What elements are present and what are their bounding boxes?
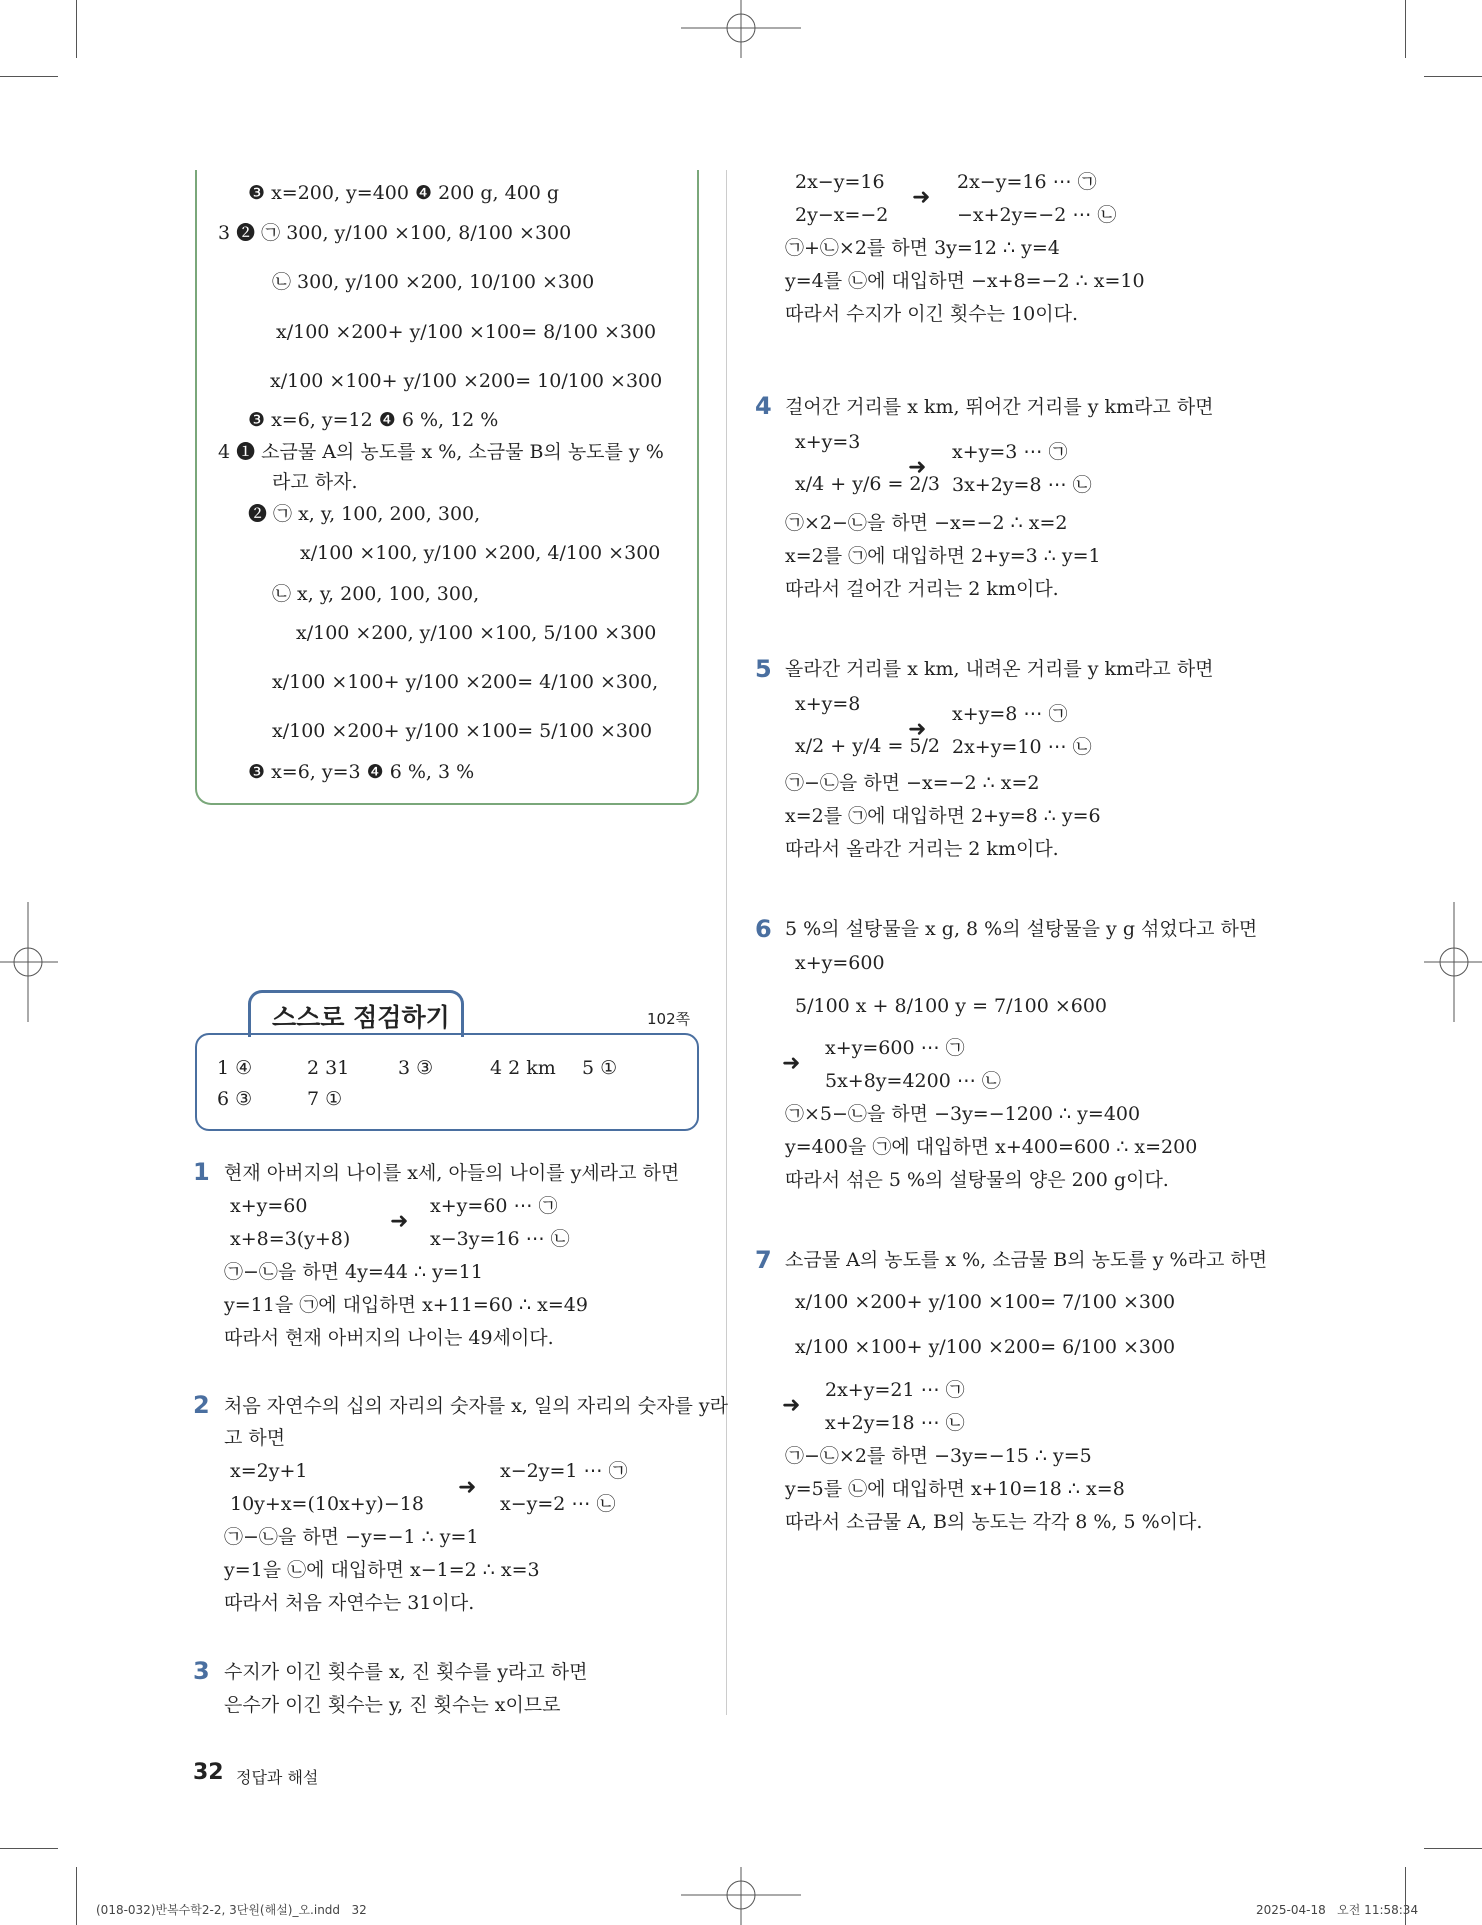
- p2-line: x−y=2 ⋯ ㉡: [500, 1493, 616, 1515]
- p1-line: 따라서 현재 아버지의 나이는 49세이다.: [224, 1327, 554, 1349]
- p3-line: 2y−x=−2: [795, 204, 889, 226]
- box-line: x/100 ×200+ y/100 ×100= 5/100 ×300: [272, 720, 653, 742]
- p1-line: x+y=60 ⋯ ㉠: [430, 1195, 558, 1217]
- problem-number: 7: [755, 1246, 772, 1274]
- problem-number: 5: [755, 655, 772, 683]
- timestamp: 2025-04-18 오전 11:58:34: [1256, 1903, 1419, 1917]
- check-box: [195, 1033, 699, 1131]
- box-line: ㉡ x, y, 200, 100, 300,: [272, 583, 480, 605]
- p7-line: y=5를 ㉡에 대입하면 x+10=18 ∴ x=8: [785, 1478, 1125, 1500]
- arrow-icon: ➜: [458, 1475, 477, 1500]
- box-line: ❸ x=6, y=12 ❹ 6 %, 12 %: [248, 409, 499, 431]
- p1-line: y=11을 ㉠에 대입하면 x+11=60 ∴ x=49: [224, 1294, 588, 1316]
- crop-mark: [1424, 76, 1482, 77]
- check-answer: 5 ①: [582, 1057, 618, 1079]
- arrow-icon: ➜: [782, 1051, 801, 1076]
- p6-line: ㉠×5−㉡을 하면 −3y=−1200 ∴ y=400: [785, 1103, 1141, 1125]
- box-line: 라고 하자.: [272, 471, 358, 493]
- p2-line: ㉠−㉡을 하면 −y=−1 ∴ y=1: [224, 1526, 479, 1548]
- p5-line: x=2를 ㉠에 대입하면 2+y=8 ∴ y=6: [785, 805, 1101, 827]
- check-answer: 1 ④: [217, 1057, 253, 1079]
- p5-line: x/2 + y/4 = 5/2: [795, 735, 941, 757]
- box-line: x/100 ×100+ y/100 ×200= 4/100 ×300,: [272, 671, 659, 693]
- crop-mark: [76, 1867, 77, 1925]
- p3-line: ㉠+㉡×2를 하면 3y=12 ∴ y=4: [785, 237, 1060, 259]
- p7-line: 따라서 소금물 A, B의 농도는 각각 8 %, 5 %이다.: [785, 1511, 1203, 1533]
- box-line: ❸ x=200, y=400 ❹ 200 g, 400 g: [248, 182, 560, 204]
- p7-line: x/100 ×100+ y/100 ×200= 6/100 ×300: [795, 1336, 1176, 1358]
- check-page-ref: 102쪽: [647, 1010, 691, 1028]
- p2-line: 고 하면: [224, 1427, 286, 1449]
- p3-line: y=4를 ㉡에 대입하면 −x+8=−2 ∴ x=10: [785, 270, 1145, 292]
- arrow-icon: ➜: [908, 455, 927, 480]
- problem-number: 2: [193, 1391, 210, 1419]
- crop-mark: [0, 76, 58, 77]
- p4-line: x+y=3 ⋯ ㉠: [952, 441, 1068, 463]
- registration-mark-top: [681, 0, 801, 60]
- p5-line: x+y=8: [795, 693, 861, 715]
- arrow-icon: ➜: [390, 1209, 409, 1234]
- p1-line: ㉠−㉡을 하면 4y=44 ∴ y=11: [224, 1261, 483, 1283]
- p7-line: x/100 ×200+ y/100 ×100= 7/100 ×300: [795, 1291, 1176, 1313]
- p6-line: 5 %의 설탕물을 x g, 8 %의 설탕물을 y g 섞었다고 하면: [785, 918, 1258, 940]
- p6-line: 5x+8y=4200 ⋯ ㉡: [825, 1070, 1001, 1092]
- box-line: ❷ ㉠ x, y, 100, 200, 300,: [248, 503, 481, 525]
- crop-mark: [0, 1848, 58, 1849]
- p2-line: 처음 자연수의 십의 자리의 숫자를 x, 일의 자리의 숫자를 y라: [224, 1395, 728, 1417]
- box-line: x/100 ×200, y/100 ×100, 5/100 ×300: [296, 622, 657, 644]
- p4-line: 걸어간 거리를 x km, 뛰어간 거리를 y km라고 하면: [785, 396, 1214, 418]
- p2-line: 따라서 처음 자연수는 31이다.: [224, 1592, 475, 1614]
- registration-mark-right: [1424, 902, 1482, 1022]
- box-line: x/100 ×100+ y/100 ×200= 10/100 ×300: [270, 370, 663, 392]
- p6-line: 따라서 섞은 5 %의 설탕물의 양은 200 g이다.: [785, 1169, 1169, 1191]
- p4-line: x+y=3: [795, 431, 861, 453]
- registration-mark-left: [0, 902, 58, 1022]
- box-line: ❸ x=6, y=3 ❹ 6 %, 3 %: [248, 761, 475, 783]
- page-number: 32: [193, 1760, 224, 1785]
- p1-line: x−3y=16 ⋯ ㉡: [430, 1228, 570, 1250]
- p7-line: 2x+y=21 ⋯ ㉠: [825, 1379, 965, 1401]
- check-title: 스스로 점검하기: [272, 1003, 450, 1032]
- crop-mark: [1405, 0, 1406, 58]
- p6-line: x+y=600 ⋯ ㉠: [825, 1037, 965, 1059]
- arrow-icon: ➜: [912, 185, 931, 210]
- p5-line: 따라서 올라간 거리는 2 km이다.: [785, 838, 1059, 860]
- p6-line: 5/100 x + 8/100 y = 7/100 ×600: [795, 995, 1108, 1017]
- p2-line: x=2y+1: [230, 1460, 308, 1482]
- registration-mark-bottom: [681, 1865, 801, 1925]
- crop-mark: [76, 0, 77, 58]
- p2-line: x−2y=1 ⋯ ㉠: [500, 1460, 628, 1482]
- box-line: x/100 ×100, y/100 ×200, 4/100 ×300: [300, 542, 661, 564]
- box-line: x/100 ×200+ y/100 ×100= 8/100 ×300: [276, 321, 657, 343]
- p4-line: x/4 + y/6 = 2/3: [795, 473, 941, 495]
- p3-line: 2x−y=16: [795, 171, 885, 193]
- p6-line: x+y=600: [795, 952, 885, 974]
- file-info: (018-032)반복수학2-2, 3단원(해설)_오.indd 32: [96, 1903, 367, 1917]
- box-line: ㉡ 300, y/100 ×200, 10/100 ×300: [272, 271, 595, 293]
- problem-number: 4: [755, 392, 772, 420]
- problem-number: 3: [193, 1657, 210, 1685]
- p1-line: 현재 아버지의 나이를 x세, 아들의 나이를 y세라고 하면: [224, 1162, 680, 1184]
- p3-line: 2x−y=16 ⋯ ㉠: [957, 171, 1097, 193]
- check-answer: 4 2 km: [490, 1057, 556, 1079]
- p4-line: ㉠×2−㉡을 하면 −x=−2 ∴ x=2: [785, 512, 1068, 534]
- check-answer: 2 31: [307, 1057, 350, 1079]
- p5-line: 올라간 거리를 x km, 내려온 거리를 y km라고 하면: [785, 658, 1214, 680]
- p3-line: 은수가 이긴 횟수는 y, 진 횟수는 x이므로: [224, 1694, 561, 1716]
- p5-line: 2x+y=10 ⋯ ㉡: [952, 736, 1092, 758]
- p5-line: ㉠−㉡을 하면 −x=−2 ∴ x=2: [785, 772, 1040, 794]
- problem-number: 1: [193, 1158, 210, 1186]
- p1-line: x+8=3(y+8): [230, 1228, 351, 1250]
- p1-line: x+y=60: [230, 1195, 308, 1217]
- p7-line: x+2y=18 ⋯ ㉡: [825, 1412, 965, 1434]
- arrow-icon: ➜: [908, 717, 927, 742]
- p3-line: −x+2y=−2 ⋯ ㉡: [957, 204, 1117, 226]
- check-answer: 7 ①: [307, 1088, 343, 1110]
- p3-line: 따라서 수지가 이긴 횟수는 10이다.: [785, 303, 1078, 325]
- column-divider: [726, 170, 727, 1715]
- p7-line: 소금물 A의 농도를 x %, 소금물 B의 농도를 y %라고 하면: [785, 1249, 1268, 1271]
- p2-line: y=1을 ㉡에 대입하면 x−1=2 ∴ x=3: [224, 1559, 540, 1581]
- check-answer: 6 ③: [217, 1088, 253, 1110]
- p4-line: 따라서 걸어간 거리는 2 km이다.: [785, 578, 1059, 600]
- p6-line: y=400을 ㉠에 대입하면 x+400=600 ∴ x=200: [785, 1136, 1198, 1158]
- p3-line: 수지가 이긴 횟수를 x, 진 횟수를 y라고 하면: [224, 1661, 588, 1683]
- check-answer: 3 ③: [398, 1057, 434, 1079]
- arrow-icon: ➜: [782, 1393, 801, 1418]
- p5-line: x+y=8 ⋯ ㉠: [952, 703, 1068, 725]
- answer-box: [195, 170, 699, 805]
- crop-mark: [1424, 1848, 1482, 1849]
- p4-line: x=2를 ㉠에 대입하면 2+y=3 ∴ y=1: [785, 545, 1101, 567]
- problem-number: 6: [755, 915, 772, 943]
- p2-line: 10y+x=(10x+y)−18: [230, 1493, 424, 1515]
- p4-line: 3x+2y=8 ⋯ ㉡: [952, 474, 1092, 496]
- section-label: 정답과 해설: [236, 1768, 319, 1787]
- box-line: 4 ❶ 소금물 A의 농도를 x %, 소금물 B의 농도를 y %: [218, 441, 664, 463]
- p7-line: ㉠−㉡×2를 하면 −3y=−15 ∴ y=5: [785, 1445, 1092, 1467]
- box-line: 3 ❷ ㉠ 300, y/100 ×100, 8/100 ×300: [218, 222, 572, 244]
